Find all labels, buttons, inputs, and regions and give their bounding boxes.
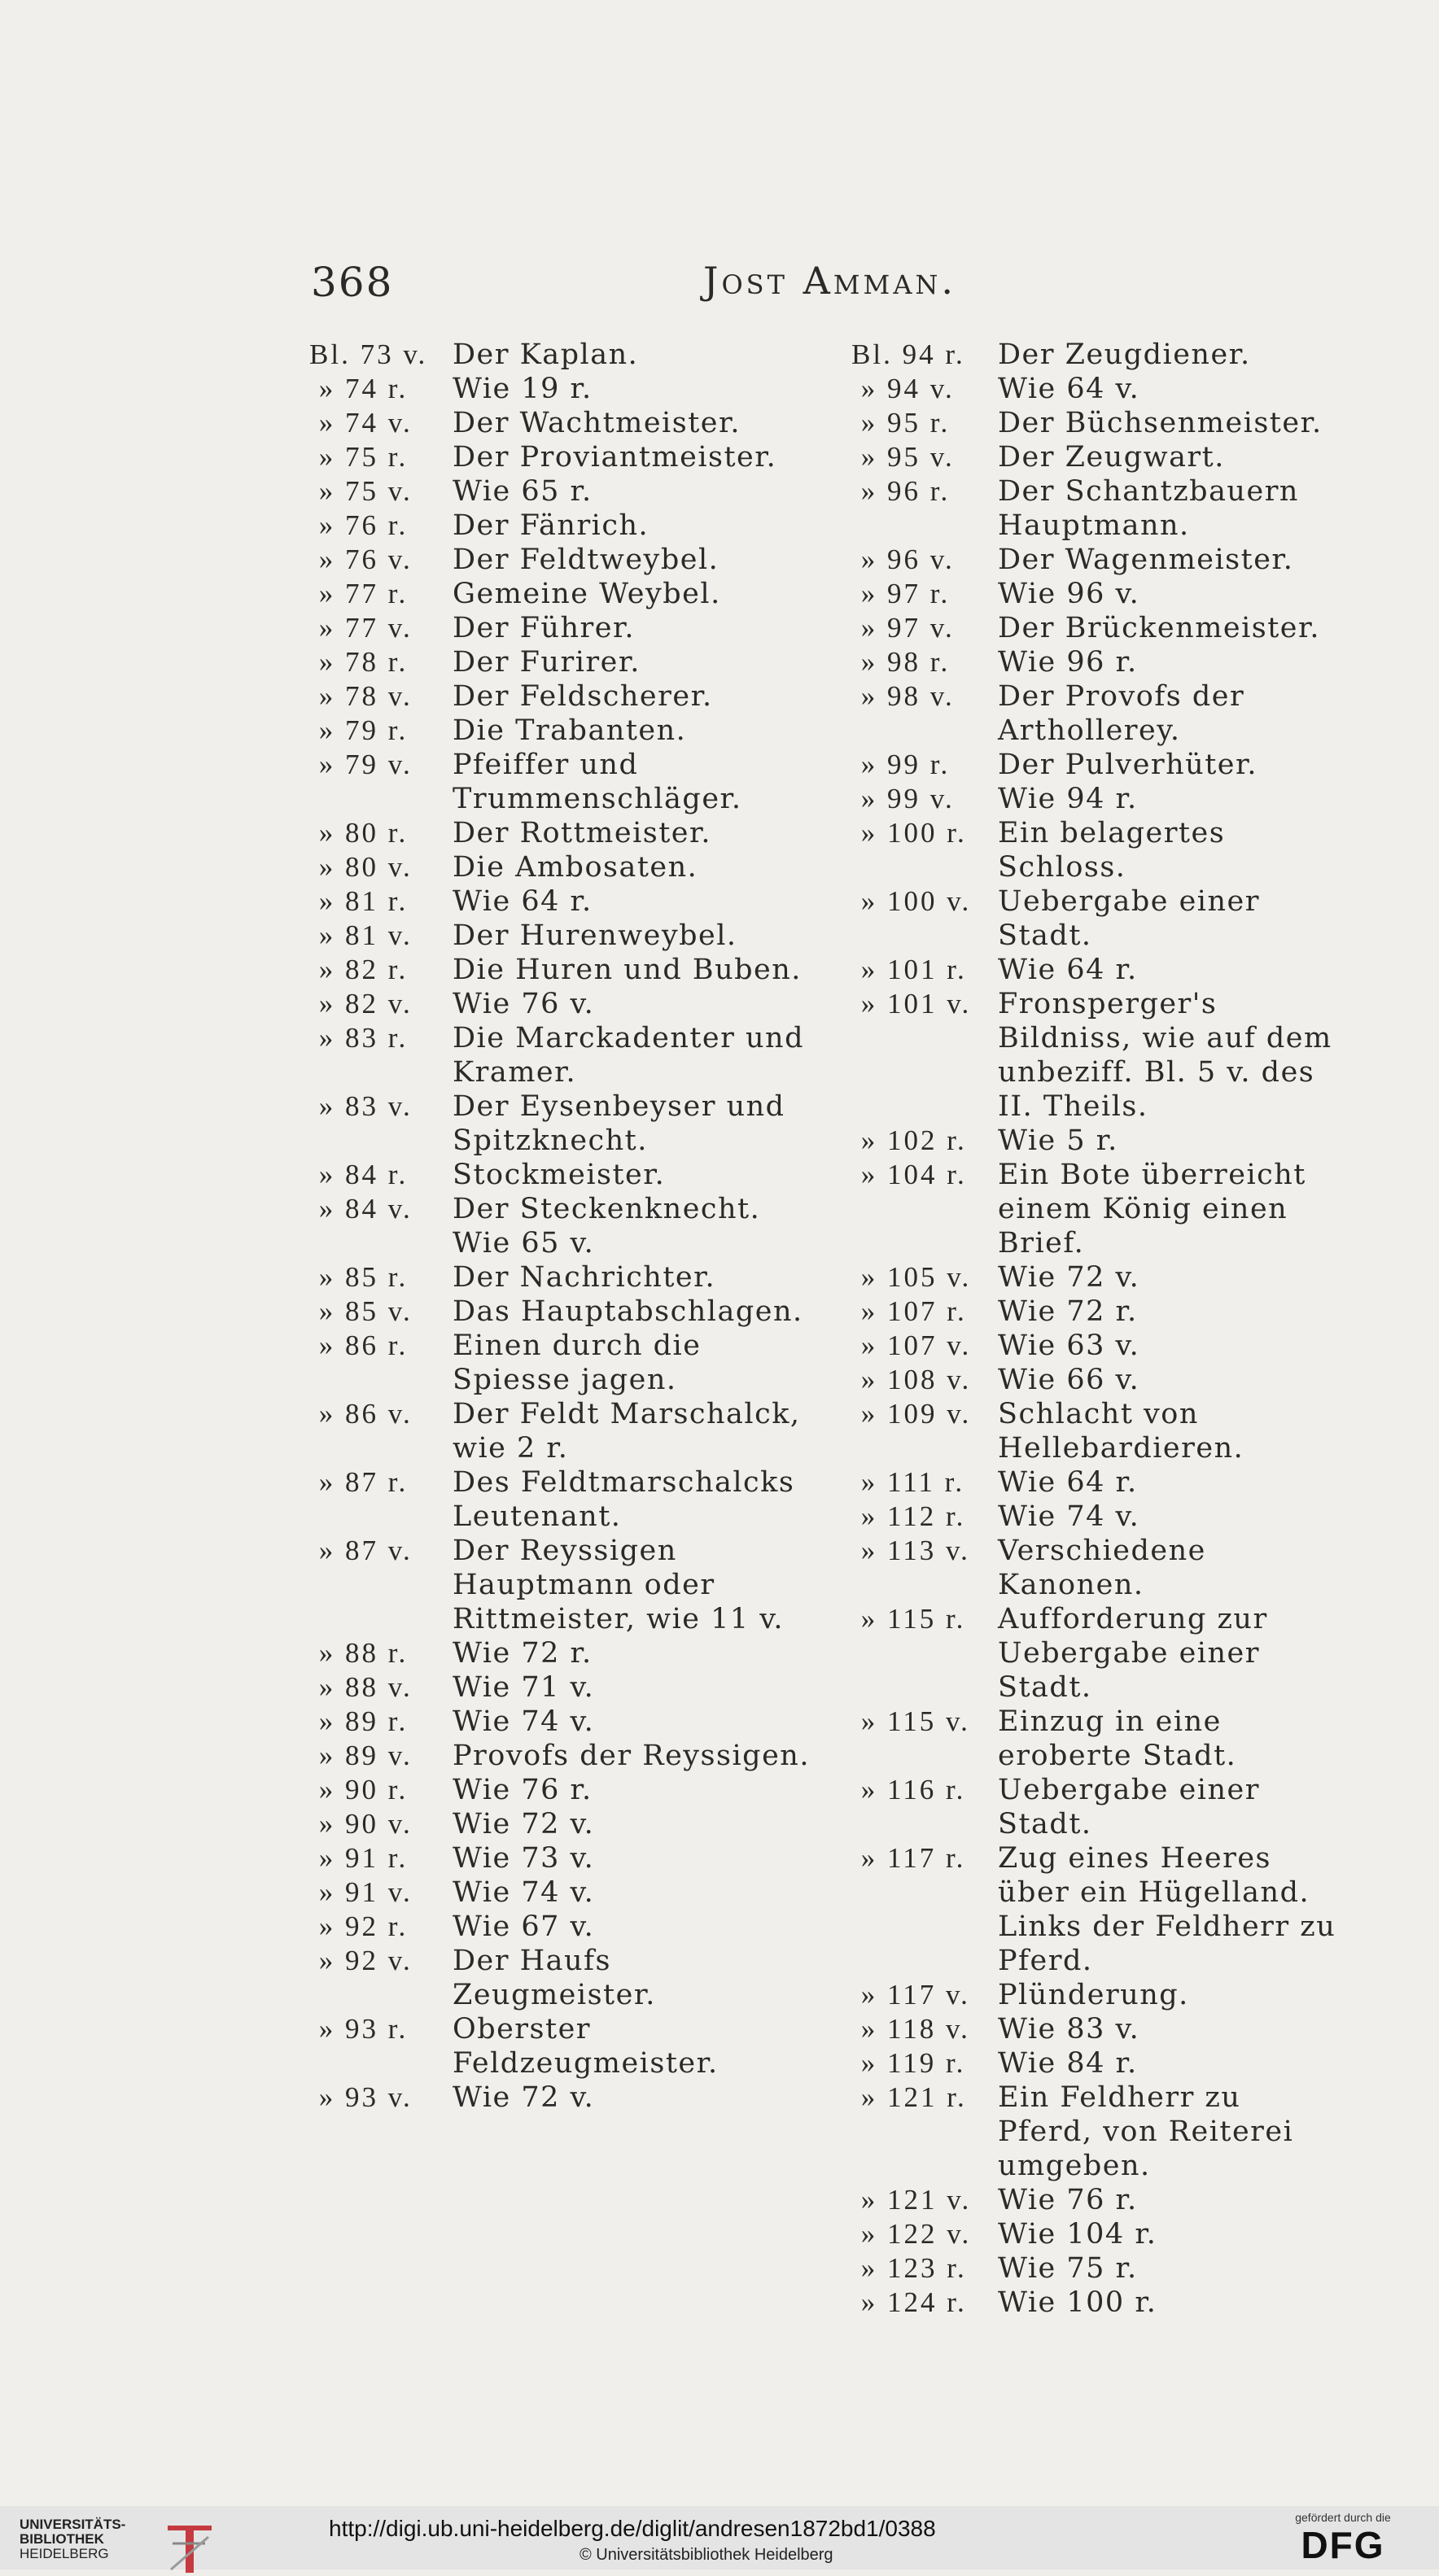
index-entry (851, 2183, 1340, 2217)
index-entry (851, 372, 1340, 406)
sponsor-block (1270, 2511, 1416, 2566)
entry-description: Oberster Feldzeugmeister. (453, 2013, 719, 2080)
entry-description: Der Nachrichter. (453, 1261, 716, 1294)
index-entry (309, 1944, 814, 2012)
running-head: Jost Amman. (703, 259, 957, 303)
entry-description: Wie 72 v. (453, 1808, 595, 1840)
entry-description: Wie 63 v. (998, 1329, 1140, 1362)
entry-description: Wie 71 v. (453, 1671, 595, 1704)
index-entry (851, 1329, 1340, 1363)
folio-reference: » 99 v. (851, 783, 955, 814)
entry-description: Ein Feldherr zu Pferd, von Reiterei umgeben. (998, 2081, 1294, 2182)
folio-reference: » 123 r. (851, 2252, 967, 2284)
entry-description: Provofs der Reyssigen. (453, 1740, 810, 1772)
entry-description: Ein Bote überreicht einem König einen Brief. (998, 1159, 1306, 1260)
index-entry (309, 714, 814, 748)
index-entry (309, 372, 814, 406)
entry-description: Verschiedene Kanonen. (998, 1535, 1206, 1601)
index-entry (309, 474, 814, 509)
folio-reference: » 93 r. (309, 2013, 409, 2045)
entry-description: Einen durch die Spiesse jagen. (453, 1329, 702, 1396)
copyright-notice: © Universitätsbibliothek Heidelberg (580, 2546, 833, 2564)
index-entry (309, 611, 814, 645)
index-entry (309, 919, 814, 953)
index-entry (851, 1841, 1340, 1978)
folio-reference: » 81 v. (309, 919, 413, 951)
entry-description: Schlacht von Hellebardieren. (998, 1398, 1244, 1465)
entry-description: Wie 104 r. (998, 2218, 1157, 2251)
entry-description: Der Wachtmeister. (453, 407, 741, 439)
index-entry (851, 338, 1340, 372)
entry-description: Wie 64 r. (998, 1466, 1138, 1499)
entry-description: Der Fänrich. (453, 509, 650, 542)
entry-description: Wie 72 r. (453, 1637, 593, 1670)
index-entry (851, 1295, 1340, 1329)
folio-reference: » 107 r. (851, 1295, 967, 1327)
entry-description: Wie 76 r. (998, 2184, 1138, 2216)
index-entry (309, 1465, 814, 1534)
index-entry (851, 406, 1340, 440)
index-entry (851, 2046, 1340, 2080)
entry-description: Gemeine Weybel. (453, 578, 721, 610)
folio-reference: » 121 r. (851, 2081, 967, 2113)
folio-reference: » 85 v. (309, 1295, 413, 1327)
entry-description: Wie 96 v. (998, 578, 1140, 610)
index-entry (309, 987, 814, 1021)
index-entry (851, 2286, 1340, 2320)
entry-description: Aufforderung zur Uebergabe einer Stadt. (998, 1603, 1268, 1704)
folio-reference: » 78 v. (309, 680, 413, 712)
folio-reference: » 109 v. (851, 1398, 972, 1430)
folio-reference: » 80 v. (309, 851, 413, 883)
folio-reference: » 95 r. (851, 407, 951, 439)
index-entry (851, 577, 1340, 611)
folio-reference: » 88 v. (309, 1671, 413, 1703)
folio-reference: » 87 v. (309, 1535, 413, 1566)
folio-reference: » 122 v. (851, 2218, 972, 2250)
folio-reference: » 102 r. (851, 1124, 967, 1156)
entry-description: Wie 84 r. (998, 2047, 1138, 2080)
entry-description: Uebergabe einer Stadt. (998, 1774, 1260, 1840)
entry-description: Der Feldt Marschalck, wie 2 r. (453, 1398, 801, 1465)
folio-reference: » 86 r. (309, 1329, 409, 1361)
folio-reference: » 107 v. (851, 1329, 972, 1361)
folio-reference: » 105 v. (851, 1261, 972, 1293)
folio-reference: » 78 r. (309, 646, 409, 678)
folio-reference: » 87 r. (309, 1466, 409, 1498)
entry-description: Der Zeugwart. (998, 441, 1225, 474)
index-entry (851, 1978, 1340, 2012)
entry-description: Der Wagenmeister. (998, 544, 1294, 576)
library-mark-icon (164, 2519, 215, 2576)
folio-reference: » 77 r. (309, 578, 409, 609)
index-entry (309, 1841, 814, 1875)
folio-reference: » 101 v. (851, 988, 972, 1019)
index-entry (851, 748, 1340, 782)
index-entry (851, 2012, 1340, 2046)
index-entry (309, 509, 814, 543)
entry-description: Der Schantzbauern Hauptmann. (998, 475, 1299, 542)
folio-reference: » 100 r. (851, 817, 967, 849)
index-entry (309, 748, 814, 816)
entry-description: Der Kaplan. (453, 338, 639, 371)
folio-reference: » 77 v. (309, 612, 413, 644)
folio-reference: » 92 v. (309, 1945, 413, 1976)
index-entry (309, 1329, 814, 1397)
folio-reference: » 84 v. (309, 1193, 413, 1225)
folio-reference: » 76 v. (309, 544, 413, 575)
entry-description: Wie 64 r. (453, 885, 593, 918)
folio-reference: » 95 v. (851, 441, 955, 473)
folio-reference: » 75 v. (309, 475, 413, 507)
folio-reference: » 98 r. (851, 646, 951, 678)
entry-description: Der Zeugdiener. (998, 338, 1251, 371)
index-entry (851, 1705, 1340, 1773)
index-entry (851, 2080, 1340, 2183)
entry-description: Uebergabe einer Stadt. (998, 885, 1260, 952)
entry-description: Wie 65 r. (453, 475, 593, 508)
index-entry (851, 816, 1340, 884)
folio-reference: » 115 r. (851, 1603, 966, 1635)
entry-description: Wie 73 v. (453, 1842, 595, 1875)
index-entry (851, 474, 1340, 543)
folio-reference: » 111 r. (851, 1466, 965, 1498)
folio-reference: » 83 r. (309, 1022, 409, 1054)
index-entry (851, 884, 1340, 953)
index-entry (309, 816, 814, 850)
index-entry (309, 543, 814, 577)
folio-reference: » 100 v. (851, 885, 972, 917)
folio-reference: » 101 r. (851, 954, 967, 985)
index-entry (851, 543, 1340, 577)
folio-reference: » 79 v. (309, 749, 413, 780)
folio-reference: » 97 r. (851, 578, 951, 609)
entry-description: Pfeiffer und Trummenschläger. (453, 749, 742, 815)
entry-description: Die Trabanten. (453, 714, 687, 747)
entry-description: Wie 67 v. (453, 1910, 595, 1943)
index-entry (309, 1397, 814, 1465)
folio-reference: » 91 r. (309, 1842, 409, 1874)
index-entry (309, 577, 814, 611)
index-entry (851, 1260, 1340, 1295)
index-entry (309, 1910, 814, 1944)
folio-reference: » 83 v. (309, 1090, 413, 1122)
entry-description: Der Rottmeister. (453, 817, 712, 849)
index-entry (309, 1192, 814, 1260)
entry-description: Einzug in eine eroberte Stadt. (998, 1705, 1237, 1772)
folio-reference: » 112 r. (851, 1500, 966, 1532)
entry-description: Wie 75 r. (998, 2252, 1138, 2285)
folio-reference: » 90 v. (309, 1808, 413, 1840)
index-entry (851, 440, 1340, 474)
entry-description: Wie 64 r. (998, 954, 1138, 986)
index-entry (851, 1397, 1340, 1465)
folio-reference: » 74 r. (309, 373, 409, 404)
library-name-line: HEIDELBERG (20, 2546, 109, 2561)
index-entry (851, 1773, 1340, 1841)
folio-reference: Bl. 94 r. (851, 338, 965, 370)
entry-description: Der Pulverhüter. (998, 749, 1258, 781)
index-entry (851, 1158, 1340, 1260)
folio-reference: » 96 r. (851, 475, 951, 507)
folio-reference: » 98 v. (851, 680, 955, 712)
library-name-line: UNIVERSITÄTS- (20, 2517, 126, 2532)
index-entry (851, 2217, 1340, 2251)
folio-reference: » 104 r. (851, 1159, 967, 1190)
index-entry (309, 1875, 814, 1910)
index-entry (309, 953, 814, 987)
index-entry (309, 1773, 814, 1807)
index-entry (309, 645, 814, 679)
entry-description: Wie 74 v. (453, 1705, 595, 1738)
entry-description: Der Hurenweybel. (453, 919, 737, 952)
folio-reference: » 124 r. (851, 2286, 967, 2318)
index-entry (851, 645, 1340, 679)
entry-description: Der Furirer. (453, 646, 641, 679)
library-name-line: BIBLIOTHEK (20, 2531, 104, 2547)
index-entry (851, 1363, 1340, 1397)
index-entry (851, 1534, 1340, 1602)
entry-description: Wie 100 r. (998, 2286, 1157, 2319)
entry-description: Wie 72 r. (998, 1295, 1138, 1328)
folio-reference: » 99 r. (851, 749, 951, 780)
index-entry (309, 1158, 814, 1192)
folio-reference: » 94 v. (851, 373, 955, 404)
index-entry (309, 1021, 814, 1089)
folio-reference: » 85 r. (309, 1261, 409, 1293)
index-entry (309, 338, 814, 372)
folio-reference: » 82 v. (309, 988, 413, 1019)
folio-reference: » 118 v. (851, 2013, 970, 2045)
folio-reference: » 90 r. (309, 1774, 409, 1805)
folio-reference: » 96 v. (851, 544, 955, 575)
entry-description: Wie 74 v. (998, 1500, 1140, 1533)
index-entry (309, 1089, 814, 1158)
entry-description: Stockmeister. (453, 1159, 666, 1191)
folio-reference: » 92 r. (309, 1910, 409, 1942)
index-entry (309, 1807, 814, 1841)
entry-description: Die Ambosaten. (453, 851, 698, 884)
page-number: 368 (311, 259, 394, 306)
index-entry (309, 884, 814, 919)
source-url-link[interactable]: http://digi.ub.uni-heidelberg.de/diglit/andresen1872bd1/0388 (329, 2516, 936, 2541)
entry-description: Wie 64 v. (998, 373, 1140, 405)
entry-description: Der Führer. (453, 612, 635, 644)
entry-description: Der Proviantmeister. (453, 441, 777, 474)
entry-description: Wie 76 r. (453, 1774, 593, 1806)
folio-reference: » 91 v. (309, 1876, 413, 1908)
entry-description: Der Feldscherer. (453, 680, 713, 713)
library-name (20, 2517, 125, 2561)
entry-description: Wie 19 r. (453, 373, 593, 405)
index-entry (851, 1465, 1340, 1500)
folio-reference: » 121 v. (851, 2184, 972, 2216)
entry-description: Zug eines Heeres über ein Hügelland. Links der Feldherr zu Pferd. (998, 1842, 1336, 1977)
index-entry (851, 2251, 1340, 2286)
index-entry (309, 1705, 814, 1739)
entry-description: Der Brückenmeister. (998, 612, 1321, 644)
entry-description: Wie 83 v. (998, 2013, 1140, 2046)
entry-description: Der Provofs der Arthollerey. (998, 680, 1245, 747)
folio-reference: » 74 v. (309, 407, 413, 439)
entry-description: Ein belagertes Schloss. (998, 817, 1226, 884)
index-entry (309, 1260, 814, 1295)
folio-reference: » 89 v. (309, 1740, 413, 1771)
folio-reference: » 79 r. (309, 714, 409, 746)
entry-description: Die Huren und Buben. (453, 954, 802, 986)
index-entry (851, 953, 1340, 987)
entry-description: Der Eysenbeyser und Spitzknecht. (453, 1090, 785, 1157)
index-entry (309, 440, 814, 474)
entry-description: Der Reyssigen Hauptmann oder Rittmeister, wie 11 v. (453, 1535, 785, 1635)
entry-description: Die Marckadenter und Kramer. (453, 1022, 804, 1089)
folio-reference: » 84 r. (309, 1159, 409, 1190)
dfg-logo: DFG (1301, 2524, 1385, 2566)
entry-description: Wie 94 r. (998, 783, 1138, 815)
entry-description: Wie 96 r. (998, 646, 1138, 679)
entry-description: Der Haufs Zeugmeister. (453, 1945, 656, 2011)
index-entry (309, 2080, 814, 2115)
folio-reference: » 116 r. (851, 1774, 966, 1805)
entry-description: Des Feldtmarschalcks Leutenant. (453, 1466, 795, 1533)
folio-reference: » 80 r. (309, 817, 409, 849)
index-entry (851, 987, 1340, 1124)
left-column (309, 338, 814, 2115)
entry-description: Plünderung. (998, 1979, 1189, 2011)
index-entry (309, 1636, 814, 1670)
index-entry (309, 1295, 814, 1329)
index-entry (851, 1500, 1340, 1534)
library-logo (20, 2517, 125, 2561)
index-entry (309, 850, 814, 884)
index-entry (851, 1602, 1340, 1705)
entry-description: Wie 5 r. (998, 1124, 1118, 1157)
folio-reference: » 117 r. (851, 1842, 966, 1874)
folio-reference: » 88 r. (309, 1637, 409, 1669)
folio-reference: Bl. 73 v. (309, 338, 428, 370)
folio-reference: » 108 v. (851, 1364, 972, 1395)
folio-reference: » 117 v. (851, 1979, 970, 2011)
index-entry (309, 406, 814, 440)
folio-reference: » 93 v. (309, 2081, 413, 2113)
index-entry (851, 611, 1340, 645)
entry-description: Das Hauptabschlagen. (453, 1295, 803, 1328)
entry-description: Wie 72 v. (453, 2081, 595, 2114)
entry-description: Der Büchsenmeister. (998, 407, 1323, 439)
entry-description: Wie 72 v. (998, 1261, 1140, 1294)
folio-reference: » 97 v. (851, 612, 955, 644)
entry-description: Der Steckenknecht. Wie 65 v. (453, 1193, 761, 1260)
folio-reference: » 115 v. (851, 1705, 970, 1737)
entry-description: Wie 74 v. (453, 1876, 595, 1909)
folio-reference: » 81 r. (309, 885, 409, 917)
footer-bar (0, 2506, 1439, 2569)
index-entry (851, 1124, 1340, 1158)
folio-reference: » 76 r. (309, 509, 409, 541)
folio-reference: » 89 r. (309, 1705, 409, 1737)
index-entry (309, 1670, 814, 1705)
index-entry (309, 1739, 814, 1773)
entry-description: Fronsperger's Bildniss, wie auf dem unbeziff. Bl. 5 v. des II. Theils. (998, 988, 1332, 1123)
folio-reference: » 113 v. (851, 1535, 970, 1566)
entry-description: Wie 76 v. (453, 988, 595, 1020)
folio-reference: » 86 v. (309, 1398, 413, 1430)
sponsor-note: gefördert durch die (1295, 2511, 1391, 2524)
page-header (0, 259, 1439, 308)
index-entry (309, 679, 814, 714)
folio-reference: » 119 r. (851, 2047, 966, 2079)
right-column (851, 338, 1340, 2320)
folio-reference: » 75 r. (309, 441, 409, 473)
index-entry (851, 782, 1340, 816)
index-entry (851, 679, 1340, 748)
entry-description: Wie 66 v. (998, 1364, 1140, 1396)
index-entry (309, 1534, 814, 1636)
entry-description: Der Feldtweybel. (453, 544, 720, 576)
folio-reference: » 82 r. (309, 954, 409, 985)
index-entry (309, 2012, 814, 2080)
